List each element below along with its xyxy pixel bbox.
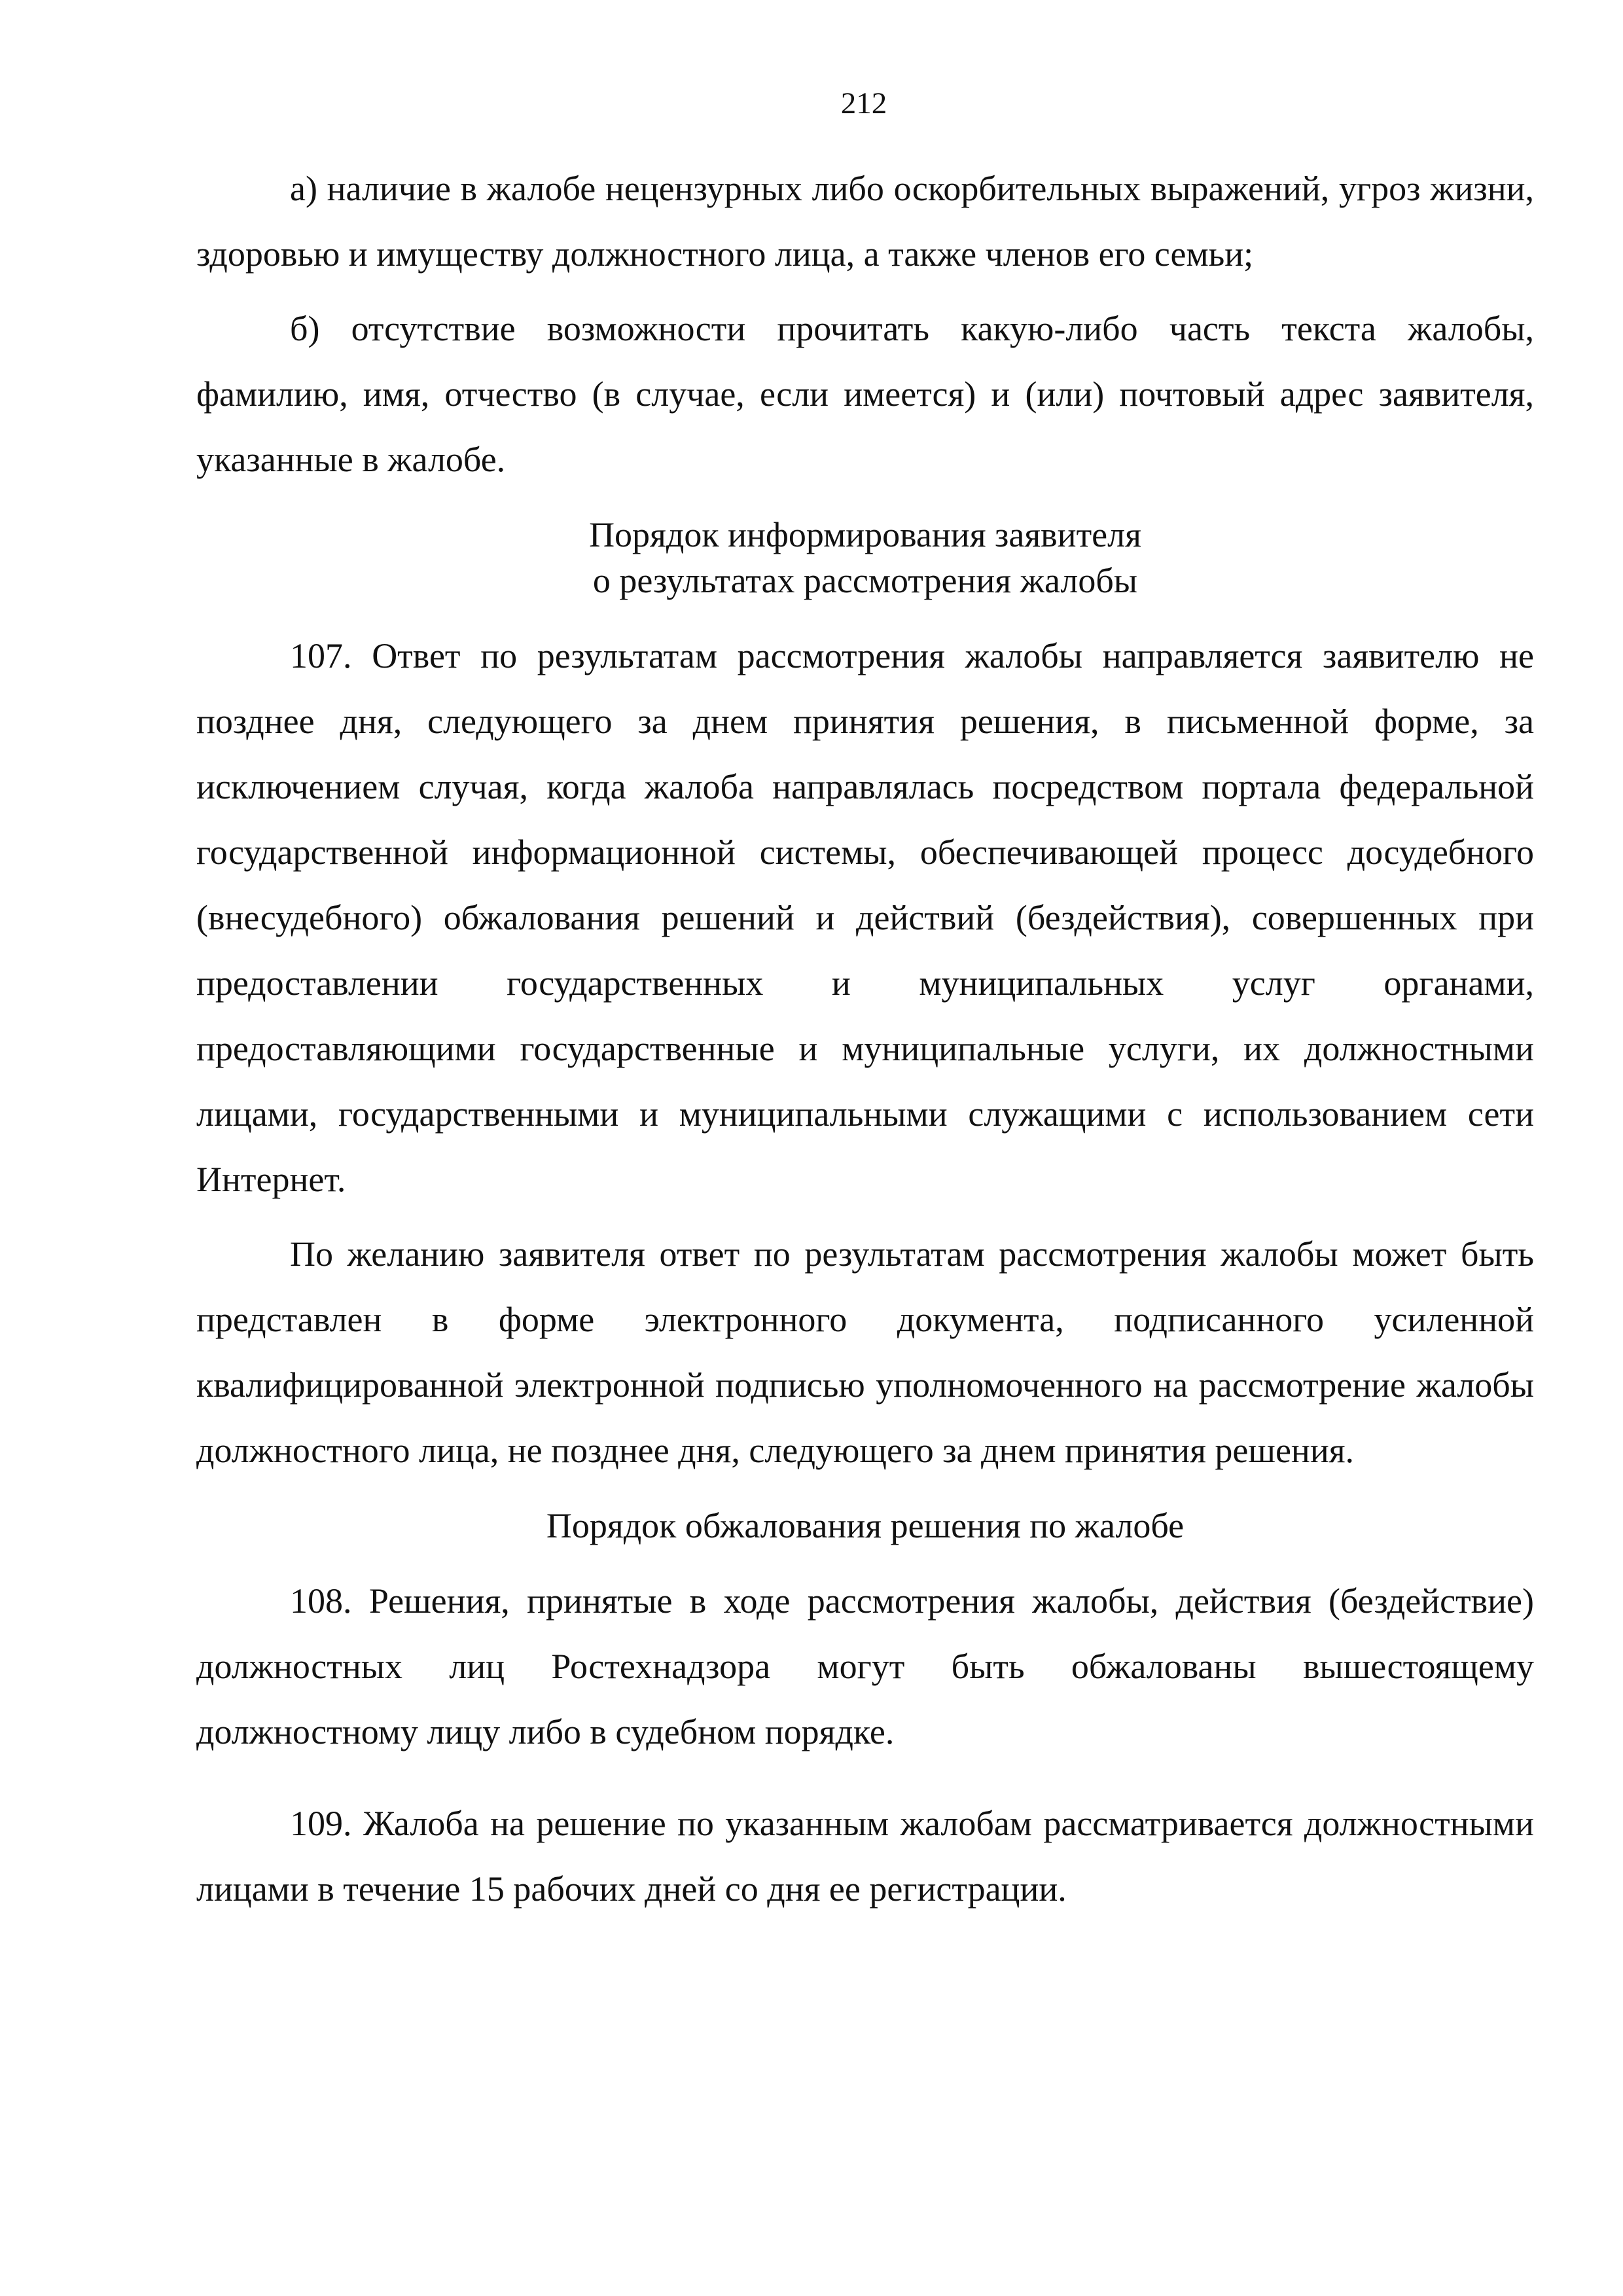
page-number: 212 <box>840 86 887 120</box>
document-body <box>196 156 1534 1922</box>
paragraph-107-electronic: По желанию заявителя ответ по результатам рассмотрения жалобы может быть представлен в форме электронного документа, подписанного усиленной квалифицированной электронной подписью уполномоченного на рассмотрение жалобы должностного лица, не позднее дня, следующего за днем принятия решения. <box>196 1234 1534 1470</box>
paragraph-108: 108. Решения, принятые в ходе рассмотрения жалобы, действия (бездействие) должностных лиц Ростехнадзора могут быть обжалованы вышестоящему должностному лицу либо в судебном порядке. <box>196 1581 1534 1751</box>
paragraph-item-b: б) отсутствие возможности прочитать какую-либо часть текста жалобы, фамилию, имя, отчество (в случае, если имеется) и (или) почтовый адрес заявителя, указанные в жалобе. <box>196 309 1534 479</box>
paragraph-109: 109. Жалоба на решение по указанным жалобам рассматривается должностными лицами в течение 15 рабочих дней со дня ее регистрации. <box>196 1804 1534 1909</box>
section-heading-inform-line2: о результатах рассмотрения жалобы <box>592 561 1138 600</box>
section-heading-inform-line1: Порядок информирования заявителя <box>589 515 1141 554</box>
section-heading-inform <box>196 512 1534 603</box>
section-heading-appeal: Порядок обжалования решения по жалобе <box>546 1506 1185 1545</box>
paragraph-item-a: а) наличие в жалобе нецензурных либо оскорбительных выражений, угроз жизни, здоровью и имуществу должностного лица, а также членов его семьи; <box>196 169 1534 274</box>
paragraph-107: 107. Ответ по результатам рассмотрения жалобы направляется заявителю не позднее дня, следующего за днем принятия решения, в письменной форме, за исключением случая, когда жалоба направлялась посредством портала федеральной государственной информационной системы, обеспечивающей процесс досудебного (внесудебного) обжалования решений и действий (бездействия), совершенных при предоставлении государственных и муниципальных услуг органами, предоставляющими государственные и муниципальные услуги, их должностными лицами, государственными и муниципальными служащими с использованием сети Интернет. <box>196 636 1534 1199</box>
